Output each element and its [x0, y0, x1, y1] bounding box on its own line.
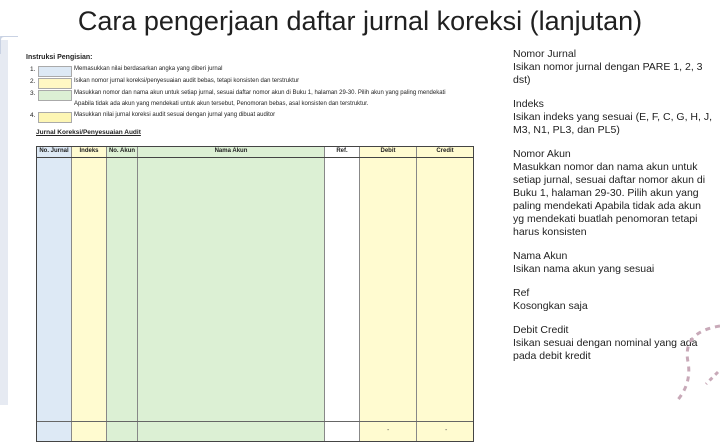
instruction-row: [24, 78, 484, 87]
note-heading: Nama Akun: [513, 250, 568, 262]
column-header: Credit: [436, 148, 454, 154]
note-description: Kosongkan saja: [513, 300, 588, 312]
column-header: No. Jurnal: [39, 148, 69, 154]
instruction-text: Isikan nomor jurnal koreksi/penyesuaian audit bebas, tetapi konsisten dan terstruktur: [74, 78, 300, 84]
column-no-akun: [107, 147, 138, 441]
left-decor-strip: [0, 40, 8, 405]
column-ref: [325, 147, 360, 441]
instruction-row: [24, 112, 484, 121]
note-description: Isikan indeks yang sesuai (E, F, C, G, H, J, M3, N1, PL3, dan PL5): [513, 111, 712, 136]
column-header: Indeks: [79, 148, 99, 154]
column-indeks: [72, 147, 107, 441]
column-nama-akun: [138, 147, 325, 441]
instruction-row: [24, 101, 484, 110]
note-description: Masukkan nomor dan nama akun untuk setiap jurnal, sesuai daftar nomor akun di Buku 1, halaman 29-30. Pilih akun yang paling mendekati Apabila tidak ada akun yg mendekati buatlah penomoran tetapi harus konsisten: [513, 161, 706, 238]
instruction-number: 3.: [30, 90, 36, 97]
corner-decor-icon: [0, 36, 18, 54]
color-swatch: [38, 90, 72, 101]
column-header: No. Akun: [108, 148, 136, 154]
note-heading: Nomor Akun: [513, 148, 571, 160]
color-swatch: [38, 66, 72, 77]
instruction-row: [24, 66, 484, 75]
dotted-arc-decor-icon: [668, 322, 720, 405]
instruction-row: [24, 90, 484, 99]
column-header: Ref.: [336, 148, 348, 154]
note-block: [513, 287, 713, 313]
debit-total: -: [387, 427, 390, 434]
total-row-divider: [37, 421, 473, 422]
header-divider: [37, 157, 473, 158]
instruction-number: 2.: [30, 78, 36, 85]
column-header: Nama Akun: [214, 148, 248, 154]
note-description: Isikan nama akun yang sesuai: [513, 263, 655, 275]
spreadsheet-image: [24, 52, 509, 434]
color-swatch: [38, 78, 72, 89]
instruction-text: Masukkan nilai jurnal koreksi audit sesuai dengan jurnal yang dibuat auditor: [74, 112, 276, 118]
note-heading: Indeks: [513, 98, 544, 110]
note-heading: Nomor Jurnal: [513, 48, 577, 60]
note-block: [513, 148, 713, 239]
note-description: Isikan nomor jurnal dengan PARE 1, 2, 3 dst): [513, 61, 703, 86]
instruction-number: 4.: [30, 112, 36, 119]
note-block: [513, 98, 713, 137]
note-block: [513, 250, 713, 276]
column-debit: [360, 147, 417, 441]
journal-table: [36, 146, 474, 442]
note-description: Isikan sesuai dengan nominal yang ada pada debit kredit: [513, 337, 698, 362]
credit-total: -: [445, 427, 448, 434]
audit-journal-title: Jurnal Koreksi/Penyesuaian Audit: [36, 129, 141, 136]
instruction-text: Masukkan nomor dan nama akun untuk setiap jurnal, sesuai daftar nomor akun di Buku 1, halaman 29-30. Pilih akun yang paling mendekati: [74, 90, 446, 96]
column-header: Debit: [380, 148, 396, 154]
instruction-text: Memasukkan nilai berdasarkan angka yang diberi jurnal: [74, 66, 223, 72]
note-heading: Ref: [513, 287, 530, 299]
instructions-title: Instruksi Pengisian:: [26, 54, 93, 61]
note-heading: Debit Credit: [513, 324, 569, 336]
column-credit: [417, 147, 473, 441]
slide-title: Cara pengerjaan daftar jurnal koreksi (lanjutan): [77, 6, 643, 36]
note-block: [513, 48, 713, 87]
column-no-jurnal: [37, 147, 72, 441]
color-swatch: [38, 112, 72, 123]
instruction-number: 1.: [30, 66, 36, 73]
instruction-text: Apabila tidak ada akun yang mendekati untuk akun tersebut, Penomoran bebas, asal konsisten dan terstruktur.: [74, 101, 369, 107]
